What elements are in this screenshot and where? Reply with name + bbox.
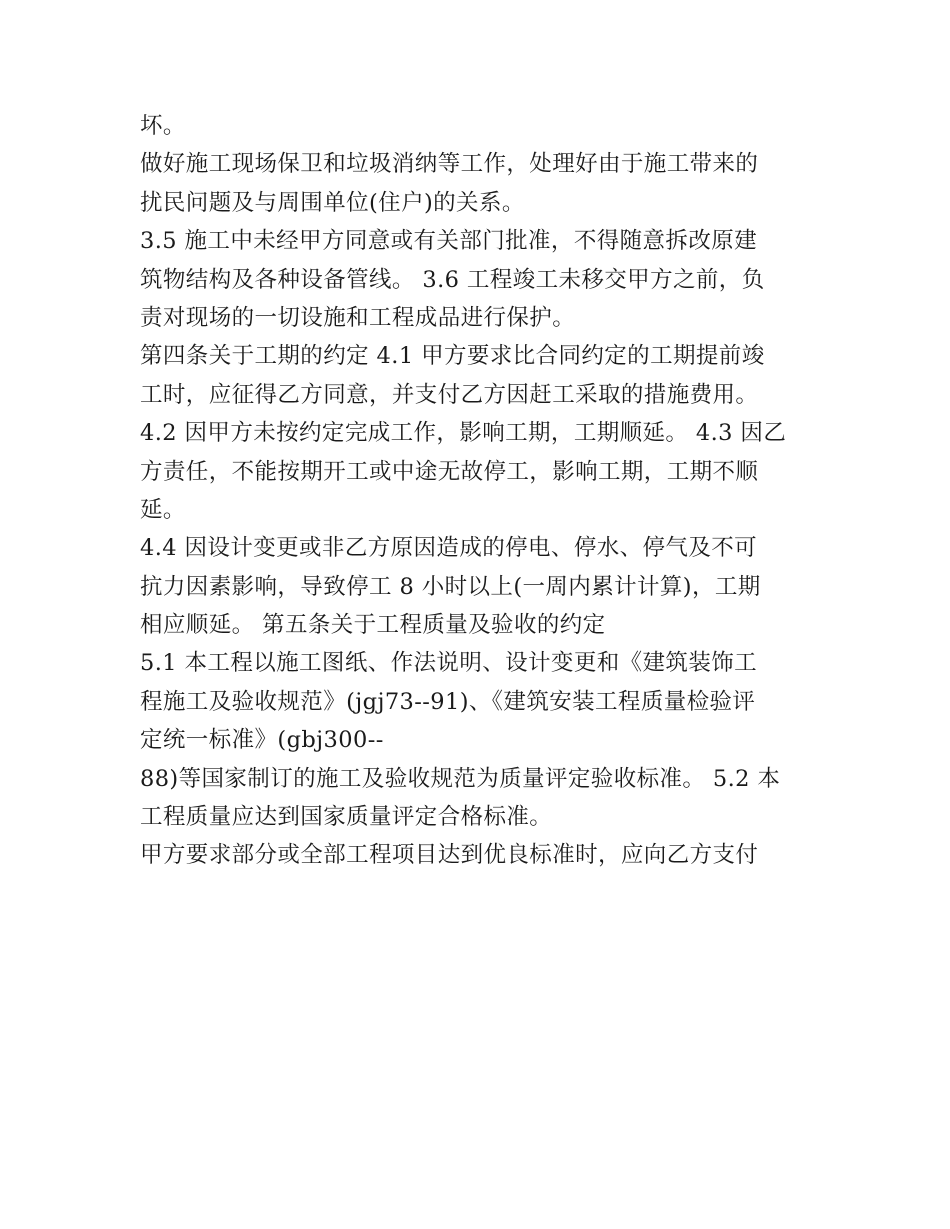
text-line: 责对现场的一切设施和工程成品进行保护。 bbox=[140, 304, 576, 331]
text-line: 相应顺延。 第五条关于工程质量及验收的约定 bbox=[140, 612, 606, 639]
paragraph-damage-end bbox=[140, 107, 820, 145]
text-line: 抗力因素影响，导致停工 8 小时以上(一周内累计计算)，工期 bbox=[140, 573, 761, 600]
text-line: 5.1 本工程以施工图纸、作法说明、设计变更和《建筑装饰工 bbox=[140, 650, 758, 677]
text-line: 第四条关于工期的约定 4.1 甲方要求比合同约定的工期提前竣 bbox=[140, 343, 765, 370]
text-line: 3.5 施工中未经甲方同意或有关部门批准，不得随意拆改原建 bbox=[140, 228, 758, 255]
text-line: 扰民问题及与周围单位(住户)的关系。 bbox=[140, 189, 525, 216]
paragraph-excellent-standard bbox=[140, 836, 820, 874]
text-line: 做好施工现场保卫和垃圾消纳等工作，处理好由于施工带来的 bbox=[140, 151, 759, 178]
text-line: 延。 bbox=[140, 496, 186, 523]
text-line: 4.2 因甲方未按约定完成工作，影响工期，工期顺延。 4.3 因乙 bbox=[140, 420, 787, 447]
text-line: 定统一标准》(gbj300-- bbox=[140, 727, 384, 754]
paragraph-article-4 bbox=[140, 337, 820, 529]
text-line: 程施工及验收规范》(jgj73--91)、《建筑安装工程质量检验评 bbox=[140, 688, 756, 715]
text-line: 甲方要求部分或全部工程项目达到优良标准时，应向乙方支付 bbox=[140, 842, 759, 869]
text-line: 方责任，不能按期开工或中途无故停工，影响工期，工期不顺 bbox=[140, 458, 759, 485]
text-line: 4.4 因设计变更或非乙方原因造成的停电、停水、停气及不可 bbox=[140, 535, 758, 562]
paragraph-clause-3-5 bbox=[140, 222, 820, 337]
text-line: 筑物结构及各种设备管线。 3.6 工程竣工未移交甲方之前，负 bbox=[140, 266, 765, 293]
text-line: 工时，应征得乙方同意，并支付乙方因赶工采取的措施费用。 bbox=[140, 381, 759, 408]
paragraph-clause-5-2 bbox=[140, 760, 820, 837]
paragraph-clause-4-4 bbox=[140, 529, 820, 644]
text-line: 88)等国家制订的施工及验收规范为质量评定验收标准。 5.2 本 bbox=[140, 765, 781, 792]
text-line: 坏。 bbox=[140, 113, 186, 139]
text-line: 工程质量应达到国家质量评定合格标准。 bbox=[140, 804, 553, 831]
document-page bbox=[140, 107, 820, 875]
paragraph-site-security bbox=[140, 145, 820, 222]
paragraph-clause-5-1 bbox=[140, 644, 820, 759]
